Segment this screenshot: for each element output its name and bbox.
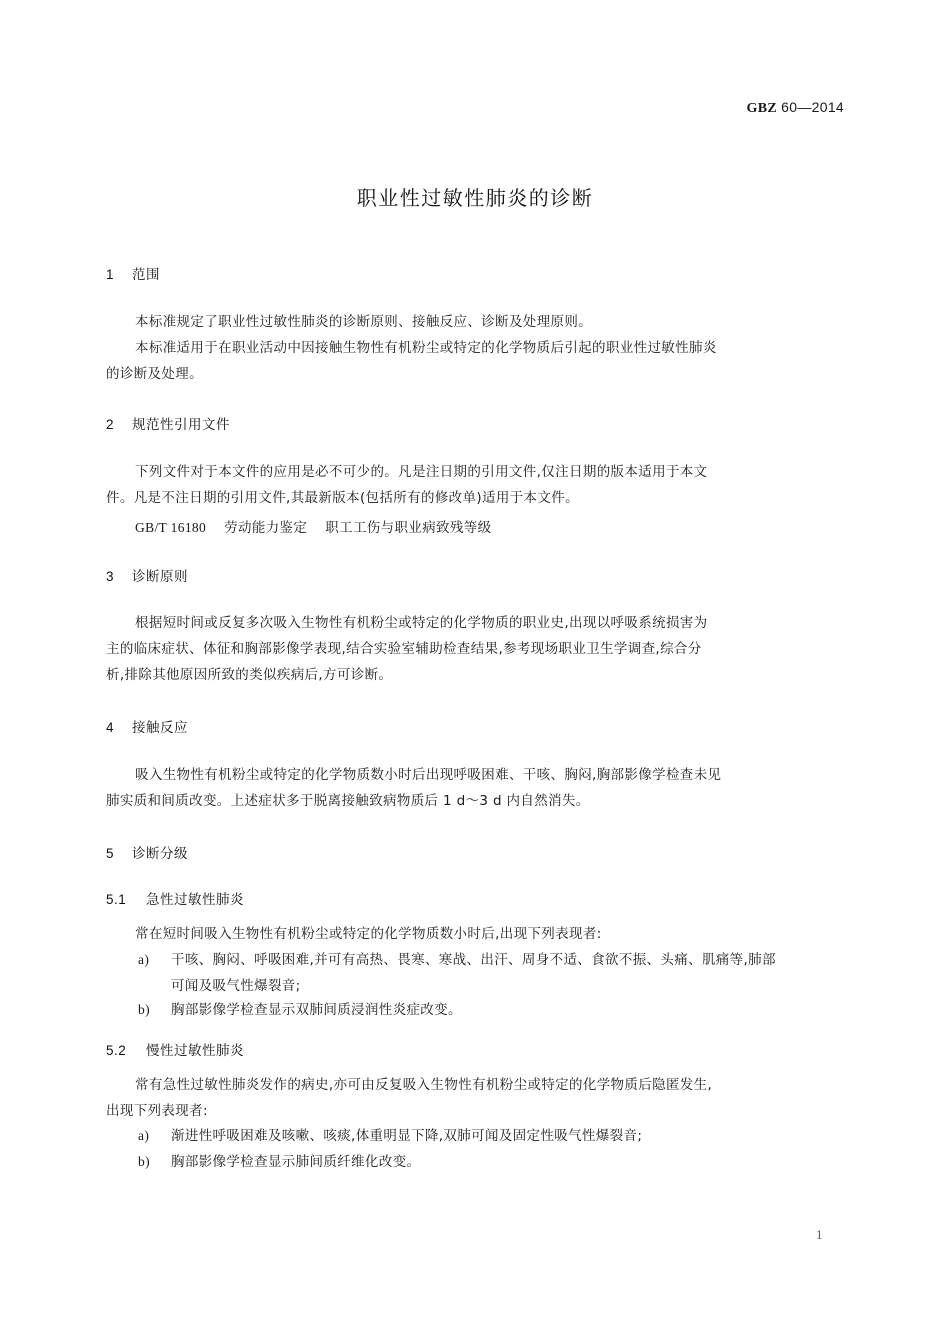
paragraph-acute-intro bbox=[106, 921, 844, 947]
text-line: 本标准适用于在职业活动中因接触生物性有机粉尘或特定的化学物质后引起的职业性过敏性肺炎 bbox=[135, 340, 717, 356]
standard-prefix: GBZ bbox=[746, 101, 777, 116]
paragraph-chronic-intro bbox=[106, 1072, 844, 1124]
section-heading-3 bbox=[106, 565, 188, 585]
section-title: 诊断原则 bbox=[132, 569, 188, 585]
paragraph-contact-reaction bbox=[106, 762, 844, 814]
reference-title-part1: 劳动能力鉴定 bbox=[224, 520, 308, 536]
text-line: 常在短时间吸入生物性有机粉尘或特定的化学物质数小时后,出现下列表现者: bbox=[135, 926, 602, 942]
section-title: 规范性引用文件 bbox=[132, 417, 230, 433]
list-marker: b) bbox=[138, 1154, 150, 1169]
section-title: 范围 bbox=[132, 267, 160, 283]
section-heading-5 bbox=[106, 842, 188, 862]
section-number: 3 bbox=[106, 569, 115, 584]
list-item-acute-b bbox=[138, 997, 844, 1023]
text-line: 根据短时间或反复多次吸入生物性有机粉尘或特定的化学物质的职业史,出现以呼吸系统损害为 bbox=[135, 615, 708, 631]
text-line: 吸入生物性有机粉尘或特定的化学物质数小时后出现呼吸困难、干咳、胸闷,胸部影像学检查未见 bbox=[135, 767, 722, 783]
paragraph-scope-2 bbox=[106, 335, 844, 387]
text-line: 胸部影像学检查显示双肺间质浸润性炎症改变。 bbox=[171, 1002, 462, 1018]
page-number: 1 bbox=[816, 1227, 823, 1242]
subsection-heading-5-2 bbox=[106, 1039, 244, 1059]
text-line: 肺实质和间质改变。上述症状多于脱离接触致病物质后 1 d～3 d 内自然消失。 bbox=[106, 793, 590, 809]
section-number: 4 bbox=[106, 720, 115, 735]
section-heading-4 bbox=[106, 716, 188, 736]
list-marker: b) bbox=[138, 1002, 150, 1017]
section-heading-1 bbox=[106, 263, 160, 283]
standard-number: 60—2014 bbox=[781, 99, 844, 115]
text-line: 析,排除其他原因所致的类似疾病后,方可诊断。 bbox=[106, 667, 393, 683]
normative-reference bbox=[135, 516, 491, 536]
section-heading-2 bbox=[106, 413, 230, 433]
text-line: 主的临床症状、体征和胸部影像学表现,结合实验室辅助检查结果,参考现场职业卫生学调查,综合分 bbox=[106, 641, 702, 657]
subsection-number: 5.1 bbox=[106, 892, 127, 907]
text-line: 渐进性呼吸困难及咳嗽、咳痰,体重明显下降,双肺可闻及固定性吸气性爆裂音; bbox=[171, 1128, 643, 1144]
section-number: 2 bbox=[106, 417, 115, 432]
text-line: 本标准规定了职业性过敏性肺炎的诊断原则、接触反应、诊断及处理原则。 bbox=[135, 314, 593, 330]
subsection-number: 5.2 bbox=[106, 1043, 127, 1058]
text-line: 胸部影像学检查显示肺间质纤维化改变。 bbox=[171, 1154, 421, 1170]
list-marker: a) bbox=[138, 1128, 150, 1143]
reference-title-part2: 职工工伤与职业病致残等级 bbox=[325, 520, 492, 536]
text-line: 件。凡是不注日期的引用文件,其最新版本(包括所有的修改单)适用于本文件。 bbox=[106, 490, 579, 506]
subsection-title: 急性过敏性肺炎 bbox=[146, 892, 244, 908]
section-title: 诊断分级 bbox=[132, 846, 188, 862]
section-number: 1 bbox=[106, 267, 115, 282]
subsection-heading-5-1 bbox=[106, 888, 244, 908]
section-number: 5 bbox=[106, 846, 115, 861]
text-line: 下列文件对于本文件的应用是必不可少的。凡是注日期的引用文件,仅注日期的版本适用于本文 bbox=[135, 464, 708, 480]
standard-code bbox=[747, 99, 845, 117]
list-item-acute-a bbox=[138, 947, 844, 999]
reference-code: GB/T 16180 bbox=[135, 520, 207, 535]
text-line: 的诊断及处理。 bbox=[106, 366, 203, 382]
text-line: 干咳、胸闷、呼吸困难,并可有高热、畏寒、寒战、出汗、周身不适、食欲不振、头痛、肌痛等,肺部 bbox=[171, 952, 776, 968]
list-item-chronic-a bbox=[138, 1123, 844, 1149]
text-line: 出现下列表现者: bbox=[106, 1103, 208, 1119]
list-item-chronic-b bbox=[138, 1149, 844, 1175]
paragraph-diagnosis-principle bbox=[106, 610, 844, 688]
paragraph-references bbox=[106, 459, 844, 511]
text-line: 可闻及吸气性爆裂音; bbox=[171, 978, 301, 994]
document-title: 职业性过敏性肺炎的诊断 bbox=[356, 186, 594, 210]
paragraph-scope-1 bbox=[106, 309, 844, 335]
subsection-title: 慢性过敏性肺炎 bbox=[146, 1043, 244, 1059]
list-marker: a) bbox=[138, 952, 150, 967]
section-title: 接触反应 bbox=[132, 720, 188, 736]
text-line: 常有急性过敏性肺炎发作的病史,亦可由反复吸入生物性有机粉尘或特定的化学物质后隐匿发生, bbox=[135, 1077, 713, 1093]
